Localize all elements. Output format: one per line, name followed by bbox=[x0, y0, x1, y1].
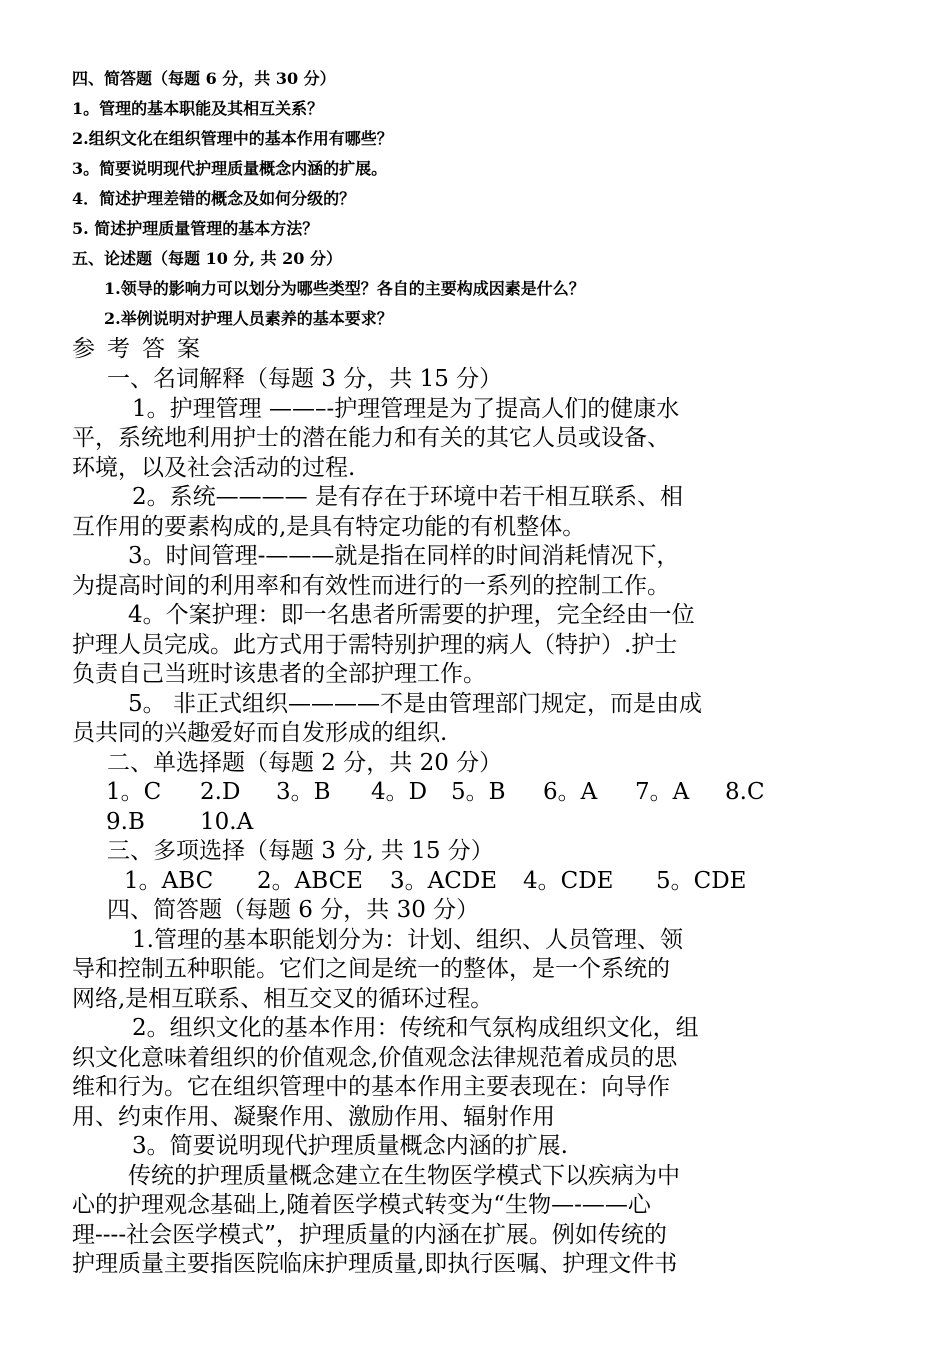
single-choice-row-2 bbox=[72, 808, 784, 838]
answer-line: 为提高时间的利用率和有效性而进行的一系列的控制工作。 bbox=[72, 572, 670, 599]
answer-paragraph: 1。护理管理 ——–-护理管理是为了提高人们的健康水 bbox=[132, 395, 680, 422]
question-item: 1。管理的基本职能及其相互关系？ bbox=[72, 99, 324, 118]
answer-line: 用、约束作用、凝聚作用、激励作用、辐射作用 bbox=[72, 1103, 555, 1130]
answer-line: 负责自己当班时该患者的全部护理工作。 bbox=[72, 661, 486, 687]
answer-paragraph: 1.管理的基本职能划分为：计划、组织、人员管理、领 bbox=[132, 926, 683, 953]
answer-subheading: 3。简要说明现代护理质量概念内涵的扩展. bbox=[132, 1133, 568, 1159]
answer-key: 7。A bbox=[635, 779, 690, 805]
answer-line: 导和控制五种职能。它们之间是统一的整体，是一个系统的 bbox=[72, 956, 670, 982]
answer-line: 平，系统地利用护士的潜在能力和有关的其它人员或设备、 bbox=[72, 425, 670, 451]
question-item: 5. 简述护理质量管理的基本方法？ bbox=[72, 219, 319, 238]
answer-section-title: 四、简答题（每题 6 分，共 30 分） bbox=[107, 897, 480, 923]
answer-paragraph: 2。组织文化的基本作用：传统和气氛构成组织文化，组 bbox=[132, 1015, 699, 1041]
answer-section-title: 二、单选择题（每题 2 分，共 20 分） bbox=[107, 749, 503, 776]
answer-paragraph: 传统的护理质量概念建立在生物医学模式下以疾病为中 bbox=[128, 1162, 680, 1189]
answers-section bbox=[72, 333, 784, 1280]
answer-key: 9.B bbox=[106, 808, 145, 835]
answer-line: 理----社会医学模式”，护理质量的内涵在扩展。例如传统的 bbox=[72, 1221, 667, 1248]
answer-key: 2.D bbox=[200, 779, 241, 805]
question-item: 3。简要说明现代护理质量概念内涵的扩展。 bbox=[72, 159, 388, 178]
question-item: 2.举例说明对护理人员素养的基本要求？ bbox=[104, 309, 393, 328]
answer-line: 员共同的兴趣爱好而自发形成的组织. bbox=[72, 720, 448, 746]
answer-key: 2。ABCE bbox=[257, 867, 363, 894]
answer-key: 1。ABC bbox=[124, 867, 214, 894]
answer-key: 5。B bbox=[451, 779, 506, 805]
answer-paragraph: 5。 非正式组织————不是由管理部门规定，而是由成 bbox=[128, 690, 702, 717]
answer-key: 1。C bbox=[106, 779, 162, 805]
question-item: 1.领导的影响力可以划分为哪些类型？各自的主要构成因素是什么？ bbox=[104, 279, 585, 298]
answer-section-title: 一、名词解释（每题 3 分，共 15 分） bbox=[107, 366, 503, 392]
answer-paragraph: 2。系统———— 是有存在于环境中若干相互联系、相 bbox=[132, 484, 683, 510]
answer-key: 3。B bbox=[276, 779, 331, 805]
answer-line: 护理人员完成。此方式用于需特别护理的病人（特护）.护士 bbox=[72, 631, 678, 658]
answer-line: 互作用的要素构成的,是具有特定功能的有机整体。 bbox=[72, 513, 586, 540]
answer-section-title: 三、多项选择（每题 3 分, 共 15 分） bbox=[107, 838, 494, 864]
answer-paragraph: 3。时间管理-———就是指在同样的时间消耗情况下， bbox=[128, 543, 680, 569]
multi-choice-row bbox=[72, 867, 784, 897]
answers-title: 参考答案 bbox=[72, 336, 212, 362]
single-choice-row-1 bbox=[72, 778, 784, 808]
answer-line: 网络,是相互联系、相互交叉的循环过程。 bbox=[72, 985, 494, 1012]
answer-key: 6。A bbox=[543, 779, 598, 805]
answer-key: 4。CDE bbox=[523, 867, 614, 894]
answer-line: 维和行为。它在组织管理中的基本作用主要表现在：向导作 bbox=[72, 1074, 670, 1100]
questions-section bbox=[72, 64, 892, 334]
question-item: 2.组织文化在组织管理中的基本作用有哪些？ bbox=[72, 129, 393, 148]
answer-paragraph: 4。个案护理：即一名患者所需要的护理，完全经由一位 bbox=[128, 602, 695, 628]
answer-key: 4。D bbox=[371, 779, 428, 805]
section-title-short-answer: 四、简答题（每题 6 分，共 30 分） bbox=[72, 69, 336, 88]
answer-line: 织文化意味着组织的价值观念,价值观念法律规范着成员的思 bbox=[72, 1044, 678, 1071]
answer-line: 护理质量主要指医院临床护理质量,即执行医嘱、护理文件书 bbox=[72, 1251, 678, 1277]
answer-key: 3。ACDE bbox=[390, 867, 498, 894]
answer-key: 5。CDE bbox=[656, 867, 747, 894]
answer-key: 8.C bbox=[725, 779, 765, 805]
answer-line: 环境，以及社会活动的过程. bbox=[72, 454, 356, 481]
answer-key: 10.A bbox=[200, 808, 254, 835]
question-item: 4．简述护理差错的概念及如何分级的？ bbox=[72, 189, 356, 208]
section-title-essay: 五、论述题（每题 10 分, 共 20 分） bbox=[72, 249, 342, 268]
answer-line: 心的护理观念基础上,随着医学模式转变为“生物—-——心 bbox=[72, 1192, 651, 1218]
